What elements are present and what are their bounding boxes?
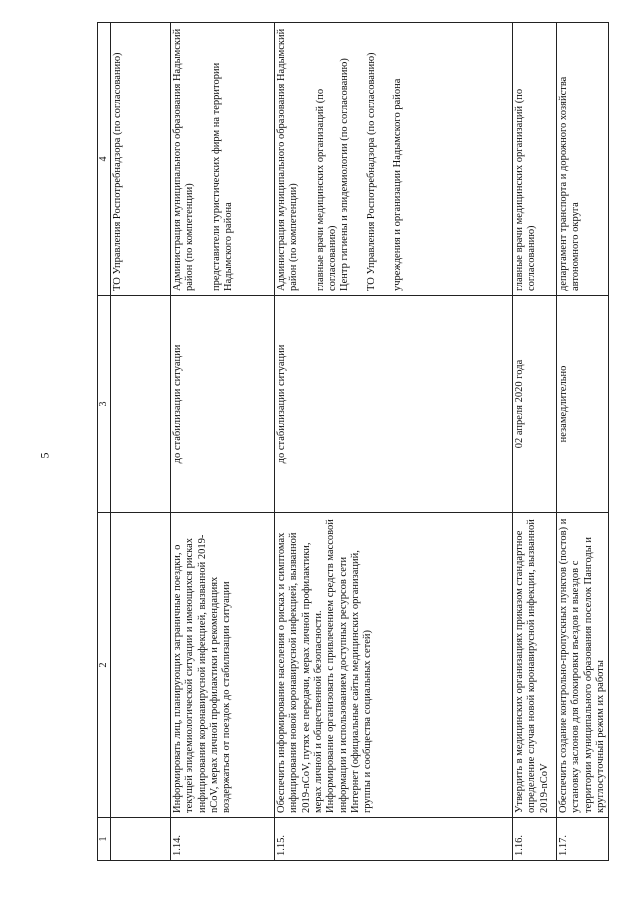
measure-cell xyxy=(274,513,512,818)
row-number: 1.14. xyxy=(170,818,274,861)
measure-text: Обеспечить создание контрольно-пропускных пунктов (постов) и установку заслонов для блокировки въездов и выездов с территории муниципального образования поселок Пангоды и круглосуточный режим их работы xyxy=(557,518,606,813)
responsible-text: ТО Управления Роспотребнадзора (по согласованию) xyxy=(365,52,377,291)
row-number: 1.16. xyxy=(512,818,556,861)
responsible-text: представители туристических фирм на территории Надымского района xyxy=(210,62,234,291)
responsible-cell xyxy=(274,23,512,296)
table-row xyxy=(110,23,170,861)
table-row xyxy=(170,23,274,861)
deadline-cell: до стабилизации ситуации xyxy=(170,296,274,513)
responsible-text: Центр гигиены и эпидемиологии (по согласованию) xyxy=(339,58,351,291)
responsible-text: ТО Управления Роспотребнадзора (по согласованию) xyxy=(111,52,123,291)
deadline-cell: до стабилизации ситуации xyxy=(274,296,512,513)
table-row xyxy=(556,23,609,861)
measure-cell xyxy=(170,513,274,818)
deadline-cell: 02 апреля 2020 года xyxy=(512,296,556,513)
page-number: 5 xyxy=(37,452,52,459)
measure-cell xyxy=(556,513,609,818)
measure-cell xyxy=(512,513,556,818)
row-number: 1.15. xyxy=(274,818,512,861)
row-number: 1.17. xyxy=(556,818,609,861)
responsible-cell xyxy=(110,23,170,296)
column-number: 1 xyxy=(98,818,111,861)
document-table-rotated xyxy=(97,28,606,861)
responsible-cell xyxy=(512,23,556,296)
measure-text: Информировать лиц, планирующих заграничные поездки, о текущей эпидемиологической ситуации и имеющихся рисках инфицирования коронавирусной инфекцией, вызванной 2019-nCoV, мерах личной профилактики и рекомендациях воздержаться от поездок до стабилизации ситуации xyxy=(171,534,233,813)
column-number: 2 xyxy=(98,513,111,818)
column-number-row xyxy=(98,23,111,861)
responsible-text: Администрация муниципального образования Надымский район (по компетенции) xyxy=(171,28,196,291)
table-row xyxy=(274,23,512,861)
column-number: 4 xyxy=(98,23,111,296)
measure-text: Информирование организовать с привлечением средств массовой информации и использованием доступных ресурсов сети Интернет (официальные сайты медицинских организаций, группы и сообщества социальных сетей) xyxy=(325,519,374,813)
measure-text: Утвердить в медицинских организациях приказом стандартное определение случая новой коронавирусной инфекции, вызванной 2019-nCoV xyxy=(513,519,550,813)
responsible-text: главные врачи медицинских организаций (по согласованию) xyxy=(513,88,538,291)
measures-table xyxy=(97,22,609,861)
column-number: 3 xyxy=(98,296,111,513)
responsible-text: учреждения и организации Надымского района xyxy=(392,78,404,291)
measure-cell xyxy=(110,513,170,818)
measure-text: Обеспечить информирование населения о рисках и симптомах инфицирования новой коронавирусной инфекцией, вызванной 2019-nCoV, путях ее передачи, мерах личной профилактики, мерах личной и общественной безопасности. xyxy=(275,532,324,813)
deadline-cell: незамедлительно xyxy=(556,296,609,513)
responsible-cell xyxy=(556,23,609,296)
responsible-cell xyxy=(170,23,274,296)
table-row xyxy=(512,23,556,861)
responsible-text: Администрация муниципального образования Надымский район (по компетенции) xyxy=(275,28,300,291)
responsible-text: департамент транспорта и дорожного хозяйства автономного округа xyxy=(557,76,582,291)
responsible-text: главные врачи медицинских организаций (по согласованию) xyxy=(314,88,338,291)
row-number xyxy=(110,818,170,861)
deadline-cell xyxy=(110,296,170,513)
